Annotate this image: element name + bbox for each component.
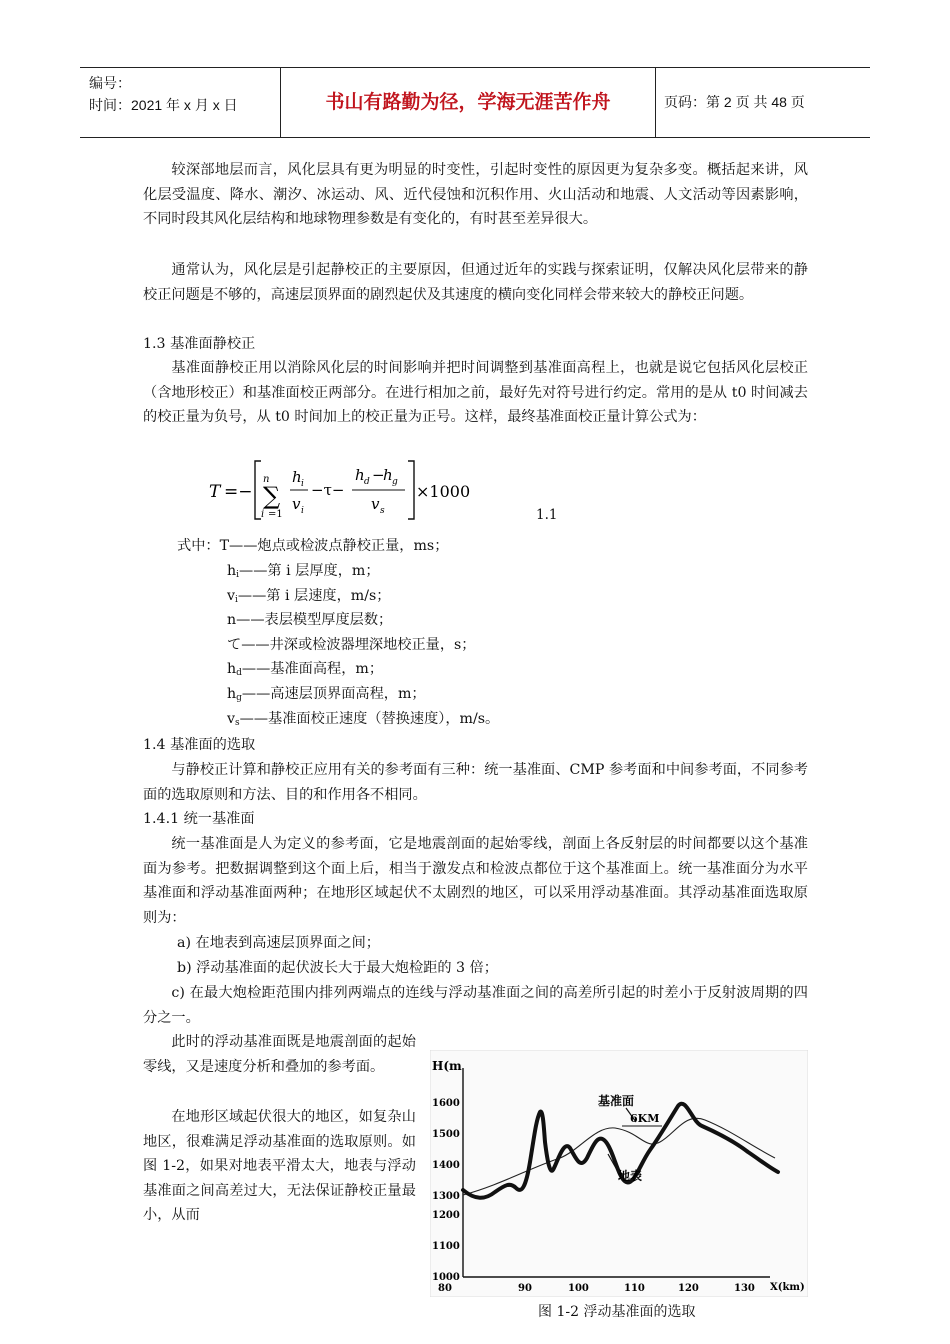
y-tick-1000: 1000 — [432, 1272, 460, 1283]
header-motto: 书山有路勤为径，学海无涯苦作舟 — [281, 68, 656, 137]
floating-datum-figure — [430, 1050, 808, 1297]
def-n: n——表层模型厚度层数； — [227, 612, 393, 628]
static-correction-formula — [205, 455, 505, 527]
paragraph-2: 通常认为，风化层是引起静校正的主要原因，但通过近年的实践与探索证明，仅解决风化层带来的静校正问题是不够的，高速层顶界面的剧烈起伏及其速度的横向变化同样会带来较大的静校正问题。 — [143, 262, 808, 303]
list-item-a: a) 在地表到高速层顶界面之间； — [177, 935, 380, 951]
svg-text:v: v — [292, 495, 301, 513]
svg-text:h: h — [292, 468, 302, 486]
paragraph-1: 较深部地层而言，风化层具有更为明显的时变性，引起时变性的原因更为复杂多变。概括起来讲，风化层受温度、降水、潮汐、冰运动、风、近代侵蚀和沉积作用、火山活动和地震、人文活动等因素影响，不同时段其风化层结构和地球物理参数是有变化的，有时甚至差异很大。 — [143, 162, 808, 228]
paragraph-6: 此时的浮动基准面既是地震剖面的起始零线，又是速度分析和叠加的参考面。 — [143, 1034, 416, 1075]
formula-number: 1.1 — [536, 507, 558, 523]
header-page-info: 页码：第 2 页 共 48 页 — [664, 94, 805, 110]
y-tick-1500: 1500 — [432, 1129, 460, 1140]
svg-text:=1: =1 — [268, 509, 283, 520]
figure-caption: 图 1-2 浮动基准面的选取 — [538, 1304, 696, 1320]
heading-1-4-1: 1.4.1 统一基准面 — [143, 811, 255, 827]
svg-text:h: h — [355, 466, 365, 484]
figure-label-datum: 基准面 — [598, 1094, 635, 1108]
def-hg: $h_g——$高速层顶界面高程，m； — [227, 686, 426, 703]
x-tick-100: 100 — [568, 1283, 589, 1294]
def-hi: $h_i——$第 i 层厚度，m； — [227, 563, 380, 580]
header-number: 编号： — [89, 75, 131, 91]
def-hd: $h_d——$基准面高程，m； — [227, 661, 384, 678]
x-tick-130: 130 — [734, 1283, 755, 1294]
paragraph-3: 基准面静校正用以消除风化层的时间影响并把时间调整到基准面高程上，也就是说它包括风化层校正（含地形校正）和基准面校正两部分。在进行相加之前，最好先对符号进行约定。常用的是从 t0 时间减去的校正量为负号，从 t0 时间加上的校正量为正号。这样，最终基准面校正量计算公式为： — [143, 360, 808, 426]
svg-text:n: n — [263, 474, 270, 485]
svg-text:i: i — [301, 506, 304, 516]
svg-text:d: d — [364, 477, 370, 487]
def-vi: $v_i——$第 i 层速度，m/s； — [227, 588, 391, 605]
def-T: 式中：T——炮点或检波点静校正量，ms； — [177, 538, 449, 554]
header-left-cell — [80, 68, 281, 137]
y-tick-1100: 1100 — [432, 1241, 460, 1252]
x-tick-90: 90 — [518, 1283, 532, 1294]
x-tick-120: 120 — [678, 1283, 699, 1294]
paragraph-5: 统一基准面是人为定义的参考面，它是地震剖面的起始零线，剖面上各反射层的时间都要以这个基准面为参考。把数据调整到这个面上后，相当于激发点和检波点都位于这个基准面上。统一基准面分为水平基准面和浮动基准面两种；在地形区域起伏不太剧烈的地区，可以采用浮动基准面。其浮动基准面选取原则为： — [143, 836, 808, 926]
svg-text:g: g — [392, 477, 398, 487]
list-item-b: b) 浮动基准面的起伏波长大于最大炮检距的 3 倍； — [177, 960, 498, 976]
y-tick-1300: 1300 — [432, 1191, 460, 1202]
svg-text:s: s — [380, 506, 385, 516]
y-tick-1600: 1600 — [432, 1098, 460, 1109]
x-tick-80: 80 — [438, 1283, 452, 1294]
svg-text:×1000: ×1000 — [416, 482, 471, 501]
y-tick-1200: 1200 — [432, 1210, 460, 1221]
figure-x-axis-label: X(km) — [770, 1282, 805, 1293]
svg-text:v: v — [371, 495, 380, 513]
svg-text:i: i — [261, 509, 265, 520]
x-tick-110: 110 — [624, 1283, 645, 1294]
list-item-c: c) 在最大炮检距范围内排列两端点的连线与浮动基准面之间的高差所引起的时差小于反射波周期的四分之一。 — [143, 985, 808, 1026]
figure-label-6km: 6KM — [630, 1112, 660, 1125]
svg-text:=−: =− — [224, 482, 253, 502]
def-vs: $v_s——$基准面校正速度（替换速度），m/s。 — [227, 711, 500, 728]
svg-text:−: − — [372, 466, 385, 484]
heading-1-3: 1.3 基准面静校正 — [143, 336, 256, 352]
svg-text:∑: ∑ — [263, 482, 281, 510]
figure-label-surface: 地表 — [618, 1169, 643, 1183]
paragraph-7: 在地形区域起伏很大的地区，如复杂山地区，很难满足浮动基准面的选取原则。如图 1-2，如果对地表平滑太大，地表与浮动基准面之间高差过大，无法保证静校正量最小，从而 — [143, 1109, 416, 1224]
svg-text:h: h — [383, 466, 393, 484]
page-header — [80, 67, 870, 138]
heading-1-4: 1.4 基准面的选取 — [143, 737, 256, 753]
formula-T: T — [209, 482, 221, 502]
y-tick-1400: 1400 — [432, 1160, 460, 1171]
svg-text:i: i — [301, 479, 304, 489]
svg-text:−τ−: −τ− — [311, 481, 345, 499]
paragraph-4: 与静校正计算和静校正应用有关的参考面有三种：统一基准面、CMP 参考面和中间参考面，不同参考面的选取原则和方法、目的和作用各不相同。 — [143, 762, 808, 803]
def-tau: て——井深或检波器埋深地校正量，s； — [227, 637, 476, 653]
figure-y-axis-label: H(m — [432, 1059, 462, 1073]
header-time: 时间：2021 年 x 月 x 日 — [89, 97, 238, 113]
